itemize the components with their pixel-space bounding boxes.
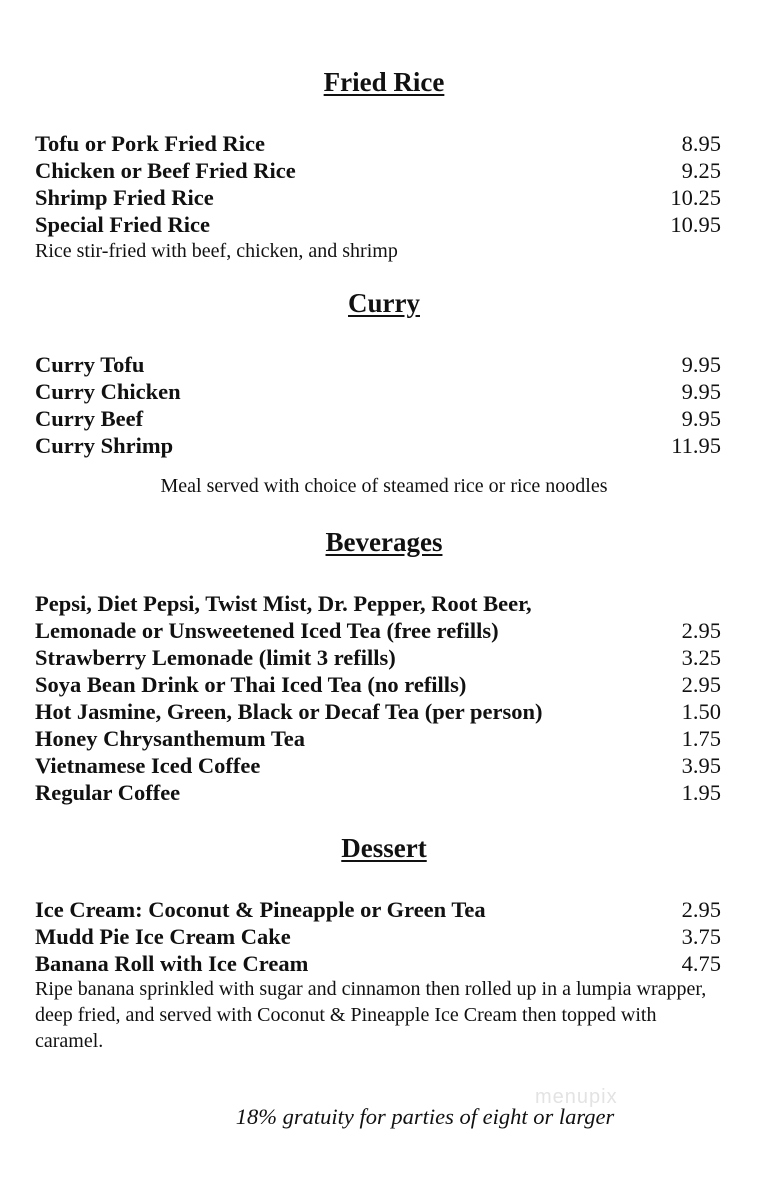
beverages-list xyxy=(35,590,721,806)
menu-item xyxy=(35,378,721,405)
item-name: Soya Bean Drink or Thai Iced Tea (no refills) xyxy=(35,672,467,697)
dessert-heading: Dessert xyxy=(341,833,427,863)
menu-item xyxy=(35,590,721,617)
item-price: 4.75 xyxy=(681,951,721,976)
beverages-heading: Beverages xyxy=(325,527,443,557)
menu-item xyxy=(35,351,721,378)
menu-item xyxy=(35,644,721,671)
menu-item xyxy=(35,130,721,157)
item-name: Curry Tofu xyxy=(35,352,145,377)
item-name: Ice Cream: Coconut & Pineapple or Green Tea xyxy=(35,897,486,922)
item-price: 10.25 xyxy=(670,185,721,210)
item-name: Regular Coffee xyxy=(35,780,181,805)
item-price: 2.95 xyxy=(681,618,721,643)
item-price: 3.25 xyxy=(681,645,721,670)
item-price: 8.95 xyxy=(681,131,721,156)
item-name: Vietnamese Iced Coffee xyxy=(35,753,261,778)
item-price: 11.95 xyxy=(671,433,721,458)
gratuity-note: 18% gratuity for parties of eight or larger xyxy=(235,1104,615,1129)
menu-item xyxy=(35,671,721,698)
watermark-logo: menupix xyxy=(535,1086,618,1108)
fried-rice-heading: Fried Rice xyxy=(323,67,445,97)
item-name: Banana Roll with Ice Cream xyxy=(35,951,309,976)
item-price: 9.95 xyxy=(681,352,721,377)
menu-item xyxy=(35,752,721,779)
menu-item xyxy=(35,950,721,977)
item-name: Mudd Pie Ice Cream Cake xyxy=(35,924,291,949)
item-name: Curry Shrimp xyxy=(35,433,174,458)
curry-list xyxy=(35,351,721,459)
menu-item xyxy=(35,617,721,644)
item-name: Special Fried Rice xyxy=(35,212,210,237)
dessert-description: Ripe banana sprinkled with sugar and cinnamon then rolled up in a lumpia wrapper, deep fried, and served with Coconut & Pineapple Ice Cream then topped with caramel. xyxy=(35,978,707,1052)
item-name: Strawberry Lemonade (limit 3 refills) xyxy=(35,645,396,670)
menu-item xyxy=(35,157,721,184)
menu-item xyxy=(35,405,721,432)
curry-note: Meal served with choice of steamed rice or rice noodles xyxy=(160,475,608,497)
item-price: 9.95 xyxy=(681,379,721,404)
item-price: 3.75 xyxy=(681,924,721,949)
item-price: 1.75 xyxy=(681,726,721,751)
item-price: 1.95 xyxy=(681,780,721,805)
item-name: Honey Chrysanthemum Tea xyxy=(35,726,306,751)
item-name: Shrimp Fried Rice xyxy=(35,185,214,210)
menu-item xyxy=(35,698,721,725)
item-price: 3.95 xyxy=(681,753,721,778)
item-description: Rice stir-fried with beef, chicken, and shrimp xyxy=(35,240,398,262)
menu-item xyxy=(35,896,721,923)
curry-heading: Curry xyxy=(348,288,420,318)
menu-item xyxy=(35,211,721,238)
item-name: Lemonade or Unsweetened Iced Tea (free refills) xyxy=(35,618,499,643)
menu-item xyxy=(35,779,721,806)
item-price: 10.95 xyxy=(670,212,721,237)
menu-item xyxy=(35,725,721,752)
item-price: 2.95 xyxy=(681,672,721,697)
dessert-list xyxy=(35,896,721,977)
fried-rice-list xyxy=(35,130,721,264)
item-price: 9.25 xyxy=(681,158,721,183)
menu-item xyxy=(35,184,721,211)
menu-item xyxy=(35,923,721,950)
item-price: 1.50 xyxy=(681,699,721,724)
item-price: 2.95 xyxy=(681,897,721,922)
item-name: Curry Beef xyxy=(35,406,144,431)
item-price: 9.95 xyxy=(681,406,721,431)
item-name: Pepsi, Diet Pepsi, Twist Mist, Dr. Pepper, Root Beer, xyxy=(35,591,532,616)
item-name: Hot Jasmine, Green, Black or Decaf Tea (per person) xyxy=(35,699,543,724)
menu-item xyxy=(35,432,721,459)
item-name: Chicken or Beef Fried Rice xyxy=(35,158,296,183)
item-name: Tofu or Pork Fried Rice xyxy=(35,131,265,156)
item-name: Curry Chicken xyxy=(35,379,181,404)
